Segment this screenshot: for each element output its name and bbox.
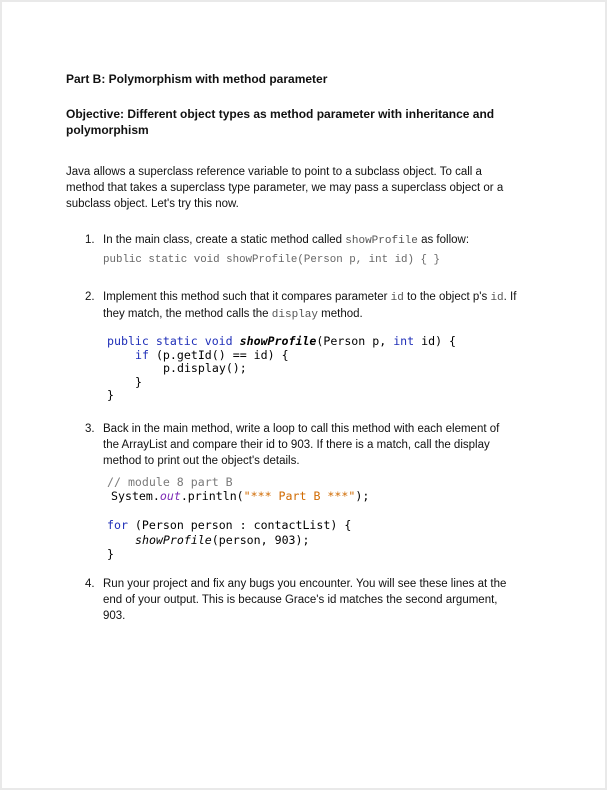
step-text: method to print out the object's details. <box>103 454 300 467</box>
code-text: (Person person : contactList) { <box>127 518 352 532</box>
code-text: System. <box>111 489 160 503</box>
code-text: .println( <box>180 489 244 503</box>
code-block-showprofile <box>107 335 546 403</box>
step-text: . If <box>503 291 517 303</box>
code-line: p.display(); <box>163 361 247 375</box>
code-field: out <box>159 489 181 503</box>
code-text: id) { <box>414 334 457 348</box>
step-3 <box>66 421 546 562</box>
inline-code: id <box>490 292 504 304</box>
intro-line: subclass object. Let's try this now. <box>66 198 239 210</box>
code-text: (person, 903); <box>211 532 310 547</box>
objective-line-1: Objective: Different object types as method parameter with inheritance and <box>66 107 495 121</box>
step-text: the ArrayList and compare their id to 903. If there is a match, call the display <box>103 438 490 451</box>
step-text: Implement this method such that it compares parameter <box>103 291 391 303</box>
code-text: (Person p, <box>316 334 394 348</box>
method-signature: public static void showProfile(Person p, int id) { } <box>103 254 440 266</box>
inline-code: showProfile <box>345 235 418 247</box>
code-line: } <box>135 374 142 389</box>
step-text: they match, the method calls the <box>103 308 272 320</box>
step-number: 1. <box>85 234 95 246</box>
code-line: } <box>107 388 114 402</box>
step-2-line-1 <box>103 289 546 306</box>
step-text: 903. <box>103 609 126 622</box>
objective-heading <box>66 106 546 138</box>
code-text: ); <box>355 489 370 503</box>
step-4 <box>66 576 546 624</box>
step-1-text <box>103 234 469 246</box>
code-comment: // module 8 part B <box>107 474 233 489</box>
step-text: Run your project and fix any bugs you encounter. You will see these lines at the <box>103 577 507 590</box>
step-text: to the object p's <box>403 291 491 303</box>
step-2-line-2 <box>103 306 546 323</box>
step-text: end of your output. This is because Grace's id matches the second argument, <box>103 593 498 606</box>
step-text: method. <box>317 308 363 320</box>
inline-code: display <box>271 309 318 321</box>
code-keyword: for <box>107 518 128 532</box>
steps-list <box>66 232 546 624</box>
step-number: 2. <box>85 291 95 303</box>
code-method-name: showProfile <box>239 334 317 348</box>
code-text: (p.getId() == id) { <box>148 347 289 362</box>
step-text: In the main class, create a static method called <box>103 234 346 246</box>
code-keyword: int <box>393 334 415 348</box>
objective-line-2: polymorphism <box>66 123 149 137</box>
intro-paragraph <box>66 164 546 212</box>
intro-line: method that takes a superclass type parameter, we may pass a superclass object or a <box>66 182 504 194</box>
code-line: } <box>107 547 114 561</box>
step-number: 4. <box>85 577 95 590</box>
section-heading: Part B: Polymorphism with method parameter <box>66 72 328 86</box>
step-text: as follow: <box>417 234 470 246</box>
code-block-loop <box>107 475 546 562</box>
intro-line: Java allows a superclass reference variable to point to a subclass object. To call a <box>66 166 482 178</box>
step-number: 3. <box>85 422 95 435</box>
step-2 <box>66 289 546 403</box>
inline-code: id <box>390 292 404 304</box>
step-1 <box>66 232 546 268</box>
document-content <box>66 72 546 624</box>
code-method-name: showProfile <box>135 532 212 547</box>
step-text: Back in the main method, write a loop to call this method with each element of <box>103 422 500 435</box>
code-keyword: if <box>135 347 149 362</box>
code-string: "*** Part B ***" <box>243 489 356 503</box>
code-keyword: public static void <box>107 334 240 348</box>
